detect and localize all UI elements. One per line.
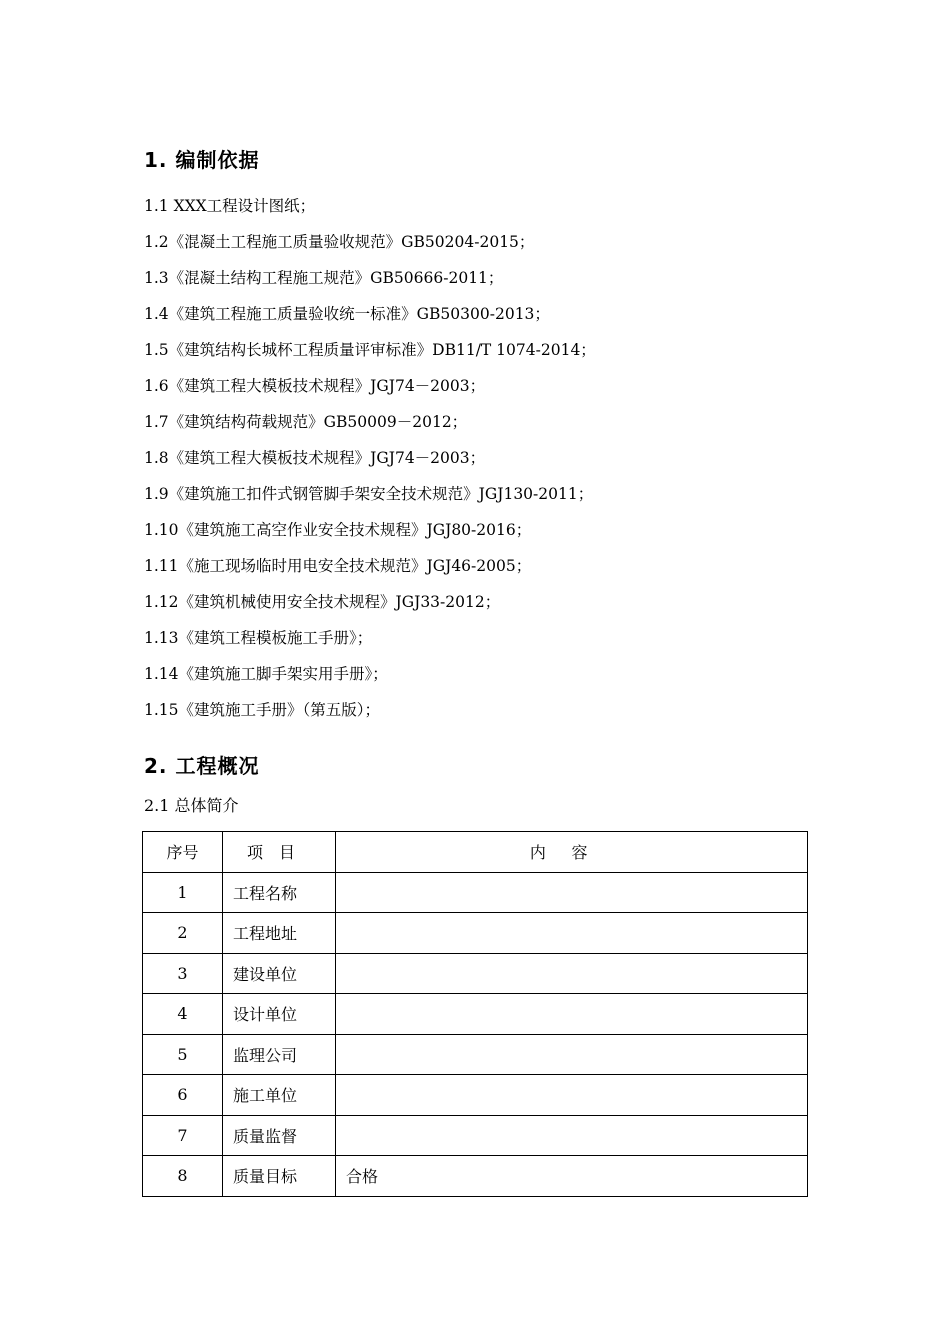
header-no: 序号 bbox=[143, 832, 223, 873]
row-item: 施工单位 bbox=[223, 1075, 336, 1116]
row-content bbox=[336, 913, 808, 954]
reference-item: 1.4《建筑工程施工质量验收统一标准》GB50300-2013； bbox=[144, 305, 550, 323]
row-no: 3 bbox=[143, 953, 223, 994]
table-row bbox=[143, 1115, 808, 1156]
row-content bbox=[336, 953, 808, 994]
reference-item: 1.5《建筑结构长城杯工程质量评审标准》DB11/T 1074-2014； bbox=[144, 341, 596, 359]
table-row bbox=[143, 1075, 808, 1116]
reference-item: 1.13《建筑工程模板施工手册》； bbox=[144, 629, 373, 647]
project-overview-table bbox=[142, 831, 808, 1197]
row-content bbox=[336, 1034, 808, 1075]
header-content: 内容 bbox=[336, 832, 808, 873]
section-2-heading: 2. 工程概况 bbox=[144, 754, 260, 778]
reference-item: 1.14《建筑施工脚手架实用手册》； bbox=[144, 665, 388, 683]
row-item: 质量监督 bbox=[223, 1115, 336, 1156]
row-no: 8 bbox=[143, 1156, 223, 1197]
reference-item: 1.12《建筑机械使用安全技术规程》JGJ33-2012； bbox=[144, 593, 501, 611]
row-item: 工程名称 bbox=[223, 872, 336, 913]
section-1-heading: 1. 编制依据 bbox=[144, 148, 260, 172]
table-row bbox=[143, 953, 808, 994]
row-no: 5 bbox=[143, 1034, 223, 1075]
row-content bbox=[336, 1075, 808, 1116]
reference-item: 1.11《施工现场临时用电安全技术规范》JGJ46-2005； bbox=[144, 557, 532, 575]
row-content bbox=[336, 1115, 808, 1156]
reference-item: 1.1 XXX工程设计图纸； bbox=[144, 197, 316, 215]
table-row bbox=[143, 913, 808, 954]
reference-item: 1.10《建筑施工高空作业安全技术规程》JGJ80-2016； bbox=[144, 521, 532, 539]
table-row bbox=[143, 1034, 808, 1075]
table-row bbox=[143, 1156, 808, 1197]
subsection-title: 2.1 总体简介 bbox=[144, 796, 239, 815]
reference-item: 1.15《建筑施工手册》（第五版）； bbox=[144, 701, 381, 719]
reference-item: 1.9《建筑施工扣件式钢管脚手架安全技术规范》JGJ130-2011； bbox=[144, 485, 594, 503]
table-row bbox=[143, 872, 808, 913]
reference-item: 1.8《建筑工程大模板技术规程》JGJ74－2003； bbox=[144, 449, 486, 467]
row-item: 质量目标 bbox=[223, 1156, 336, 1197]
row-no: 6 bbox=[143, 1075, 223, 1116]
reference-item: 1.7《建筑结构荷载规范》GB50009－2012； bbox=[144, 413, 468, 431]
row-item: 监理公司 bbox=[223, 1034, 336, 1075]
row-no: 7 bbox=[143, 1115, 223, 1156]
reference-list bbox=[144, 188, 844, 728]
row-no: 2 bbox=[143, 913, 223, 954]
row-item: 设计单位 bbox=[223, 994, 336, 1035]
row-content bbox=[336, 872, 808, 913]
row-no: 4 bbox=[143, 994, 223, 1035]
row-content: 合格 bbox=[336, 1156, 808, 1197]
header-item: 项目 bbox=[223, 832, 336, 873]
table-header-row bbox=[143, 832, 808, 873]
reference-item: 1.3《混凝土结构工程施工规范》GB50666-2011； bbox=[144, 269, 504, 287]
table-row bbox=[143, 994, 808, 1035]
row-no: 1 bbox=[143, 872, 223, 913]
row-item: 工程地址 bbox=[223, 913, 336, 954]
row-item: 建设单位 bbox=[223, 953, 336, 994]
reference-item: 1.2《混凝土工程施工质量验收规范》GB50204-2015； bbox=[144, 233, 535, 251]
reference-item: 1.6《建筑工程大模板技术规程》JGJ74－2003； bbox=[144, 377, 486, 395]
row-content bbox=[336, 994, 808, 1035]
